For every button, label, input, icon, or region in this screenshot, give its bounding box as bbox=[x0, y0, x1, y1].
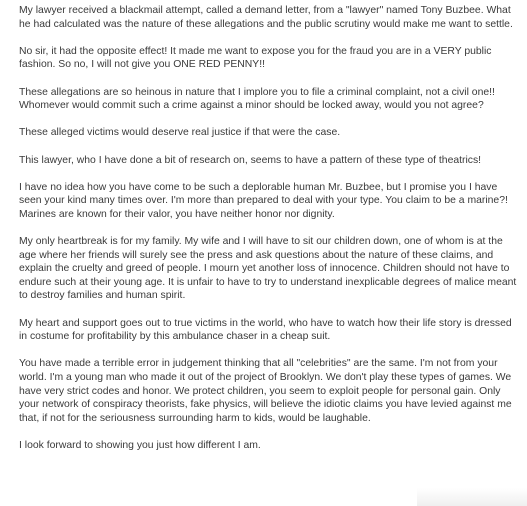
paragraph-true-victims: My heart and support goes out to true victims in the world, who have to watch how their life story is dressed in costume for profitability by this ambulance chaser in a cheap suit. bbox=[19, 317, 512, 343]
letter-body bbox=[19, 4, 519, 466]
paragraph-demand-letter: My lawyer received a blackmail attempt, called a demand letter, from a "lawyer" named Tony Buzbee. What he had calculated was the nature of these allegations and the public scrutiny would make me want to settle. bbox=[19, 5, 513, 30]
paragraph-terrible-error: You have made a terrible error in judgement thinking that all "celebrities" are the same. I'm not from your world. I'm a young man who made it out of the project of Brooklyn. We don't play these types of games. We have very strict codes and honor. We protect children, you seem to exploit people for personal gain. Only your network of conspiracy theorists, fake physics, will believe the idiotic claims you have levied against me that, if not for the seriousness surrounding harm to kids, would be laughable. bbox=[19, 358, 512, 424]
paragraph-opposite-effect: No sir, it had the opposite effect! It made me want to expose you for the fraud you are in a VERY public fashion. So no, I will not give you ONE RED PENNY!! bbox=[19, 45, 492, 71]
paragraph-criminal-complaint: These allegations are so heinous in nature that I implore you to file a criminal complaint, not a civil one!! Whomever would commit such a crime against a minor should be locked away, would you not agree? bbox=[19, 86, 495, 112]
paragraph-pattern-theatrics: This lawyer, who I have done a bit of research on, seems to have a pattern of these type of theatrics! bbox=[19, 154, 482, 166]
paragraph-family-heartbreak: My only heartbreak is for my family. My wife and I will have to sit our children down, one of whom is at the age where her friends will surely see the press and ask questions about the nature of these claims, and explain the cruelty and greed of people. I mourn yet another loss of innocence. Children should not have to endure such at their young age. It is unfair to have to try to understand inexplicable degrees of malice meant to destroy families and human spirit. bbox=[19, 236, 517, 302]
page-corner-shadow bbox=[417, 488, 527, 506]
paragraph-deplorable-human: I have no idea how you have come to be such a deplorable human Mr. Buzbee, but I promise you I have seen your kind many times over. I'm more than prepared to deal with your type. You claim to be a marine?! Marines are known for their valor, you have neither honor nor dignity. bbox=[19, 181, 508, 220]
paragraph-real-justice: These alleged victims would deserve real justice if that were the case. bbox=[19, 127, 341, 139]
paragraph-look-forward: I look forward to showing you just how different I am. bbox=[19, 440, 261, 451]
